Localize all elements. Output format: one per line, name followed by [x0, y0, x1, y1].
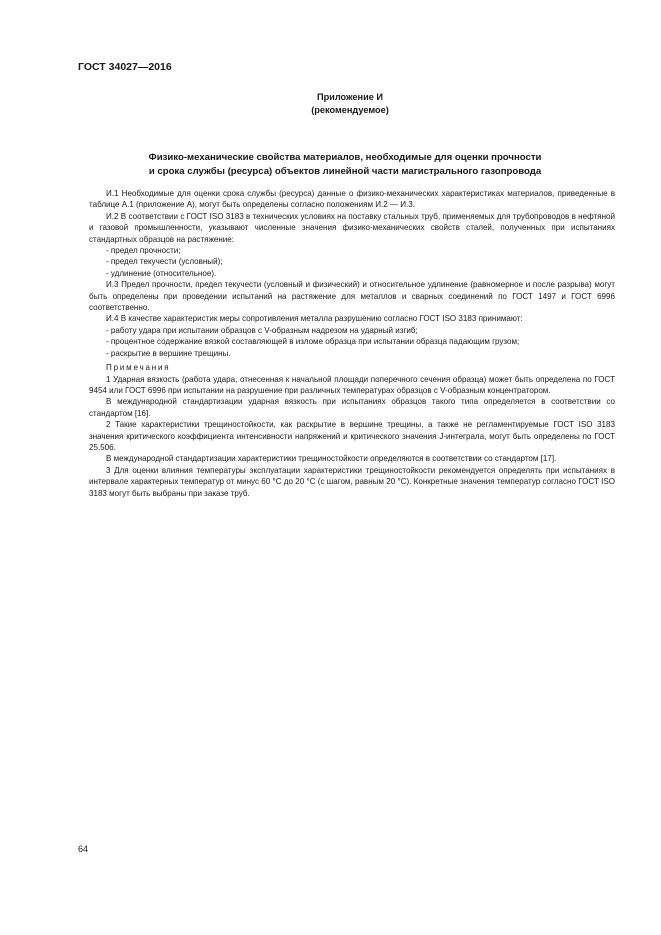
page-number: 64 — [78, 844, 89, 854]
paragraph-i3: И.3 Предел прочности, предел текучести (условный и физический) и относительное удлинение (равномерное и после разрыва) могут быть определены при проведении испытаний на растяжение для металлов и сварных соединений по ГОСТ 1497 и ГОСТ 6996 соответственно. — [89, 280, 615, 313]
standard-code: ГОСТ 34027—2016 — [78, 61, 172, 73]
note-2: 2 Такие характеристики трещиностойкости, как раскрытие в вершине трещины, а также не регламентируемые ГОСТ ISO 3183 значения критического коэффициента интенсивности напряжений и критического значения J-интеграла, могут быть определены по ГОСТ 25.506. — [89, 420, 615, 452]
list-item: - удлинение (относительное). — [106, 268, 217, 278]
note-1: 1 Ударная вязкость (работа удара, отнесенная к начальной площади поперечного сечения образца) может быть определена по ГОСТ 9454 или ГОСТ 6996 при испытании на разрушение при различных температурах образцов с V-образным концентратором. — [89, 374, 615, 395]
paragraph-i2: И.2 В соответствии с ГОСТ ISO 3183 в технических условиях на поставку стальных труб, применяемых для трубопроводов в нефтяной и газовой промышленности, указывают численные значения физико-механических свойств сталей, полученных при испытаниях стандартных образцов на растяжение: — [89, 211, 615, 244]
annex-title: Приложение И — [316, 92, 384, 102]
annex-heading — [250, 91, 450, 117]
list-item: - предел текучести (условный); — [106, 257, 223, 267]
body-text — [89, 188, 615, 499]
list-item: - работу удара при испытании образцов с V-образным надрезом на ударный изгиб; — [106, 325, 418, 335]
note-1-continuation: В международной стандартизации ударная вязкость при испытаниях образцов такого типа определяется в соответствии со стандартом [16]. — [89, 397, 615, 418]
note-3: 3 Для оценки влияния температуры эксплуатации характеристики трещиностойкости рекомендуется определять при испытаниях в интервале характерных температур от минус 60 °С до 20 °С (с шагом, равным 20 °С). Конкретные значения температур согласно ГОСТ ISO 3183 могут быть выбраны при заказе труб. — [89, 465, 615, 498]
paragraph-i1: И.1 Необходимые для оценки срока службы (ресурса) данные о физико-механических характеристиках материалов, приведенные в таблице А.1 (приложение А), могут быть определены согласно положениям И.2 — И.3. — [89, 189, 615, 210]
annex-type: (рекомендуемое) — [311, 105, 389, 115]
paragraph-i4: И.4 В качестве характеристик меры сопротивления металла разрушению согласно ГОСТ ISO 3183 принимают: — [106, 314, 523, 324]
list-item: - предел прочности; — [106, 246, 181, 256]
annex-subject-title — [95, 151, 595, 179]
title-line-1: Физико-механические свойства материалов, необходимые для оценки прочности — [148, 152, 542, 163]
notes-heading: Примечания — [106, 363, 171, 373]
note-2-continuation: В международной стандартизации характеристики трещиностойкости определяются в соответствии со стандартом [17]. — [106, 454, 557, 464]
list-item: - процентное содержание вязкой составляющей в изломе образца при испытании образца падающим грузом; — [106, 337, 520, 347]
title-line-2: и срока службы (ресурса) объектов линейной части магистрального газопровода — [148, 166, 542, 177]
list-item: - раскрытие в вершине трещины. — [106, 348, 231, 358]
